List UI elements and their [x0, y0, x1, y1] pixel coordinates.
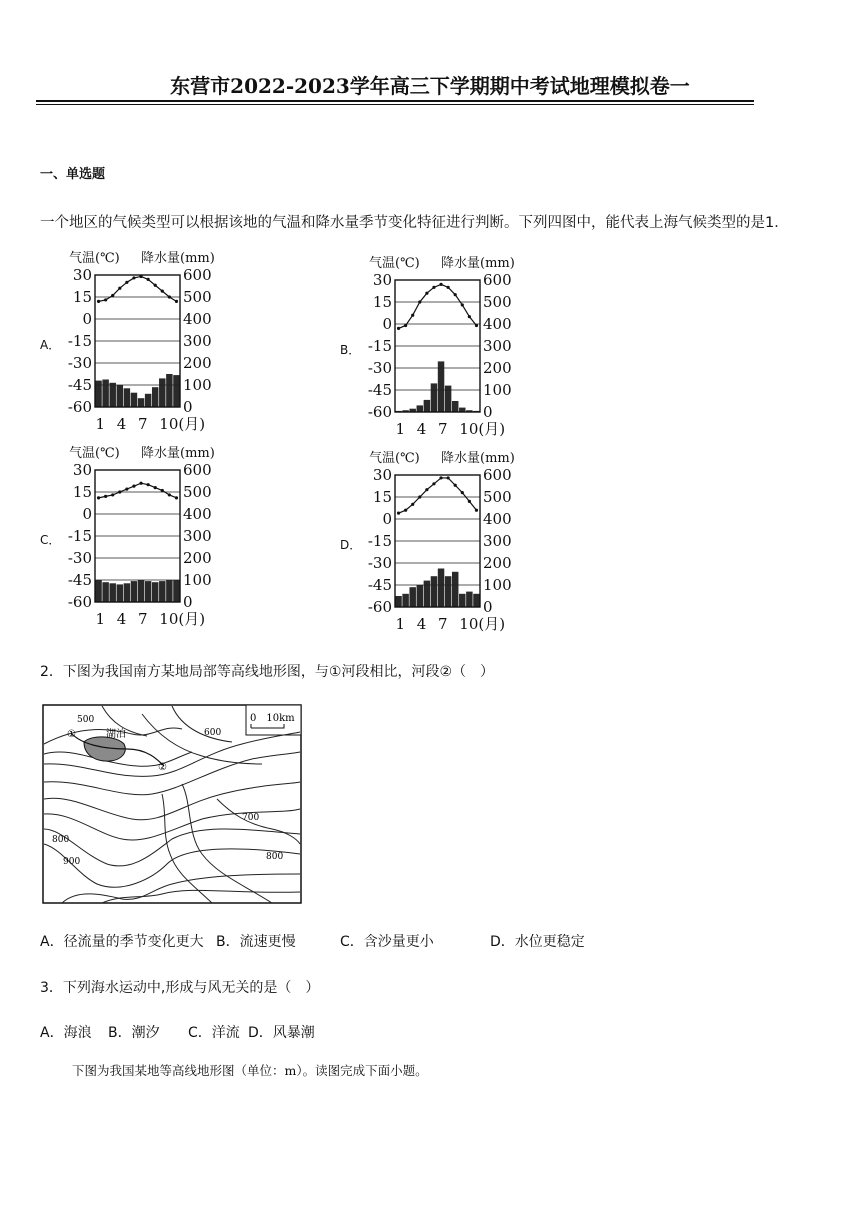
q2-option-a: A．径流量的季节变化更大: [40, 934, 204, 950]
temperature-point: [404, 324, 407, 327]
q3-stem: 3．下列海水运动中,形成与风无关的是（ ）: [40, 980, 320, 996]
temperature-point: [447, 286, 450, 289]
temperature-point: [418, 495, 421, 498]
month-tick-label: 1: [95, 415, 106, 433]
temperature-line: [99, 483, 177, 498]
precip-tick-label: 200: [483, 554, 512, 572]
temperature-point: [439, 476, 442, 479]
precip-bar: [424, 400, 430, 412]
temp-tick-label: 0: [82, 505, 92, 523]
climate-chart-a: [38, 245, 238, 440]
contour-label-900: 900: [63, 857, 81, 867]
precip-bar: [152, 387, 158, 407]
temp-tick-label: -15: [367, 532, 392, 550]
temperature-point: [468, 500, 471, 503]
temperature-point: [147, 483, 150, 486]
temp-axis-title: 气温(℃): [69, 446, 120, 461]
temperature-point: [425, 488, 428, 491]
precip-tick-label: 100: [483, 381, 512, 399]
temperature-point: [397, 512, 400, 515]
precip-bar: [138, 580, 144, 602]
chart-option-label: D．: [340, 538, 362, 552]
river-marker-1: ①: [67, 729, 76, 740]
river-marker-2: ②: [158, 762, 167, 773]
precip-tick-label: 200: [483, 359, 512, 377]
temp-tick-label: -15: [367, 337, 392, 355]
contour-label-800-right: 800: [266, 852, 284, 862]
precip-tick-label: 600: [483, 466, 512, 484]
temp-tick-label: -30: [67, 354, 92, 372]
temperature-point: [111, 493, 114, 496]
precip-tick-label: 300: [483, 337, 512, 355]
temp-tick-label: -60: [367, 598, 392, 616]
temp-tick-label: 30: [72, 266, 92, 284]
temperature-point: [97, 300, 100, 303]
q2-option-b: B．流速更慢: [216, 934, 296, 950]
precip-tick-label: 400: [483, 510, 512, 528]
temperature-point: [168, 493, 171, 496]
precip-bar: [95, 580, 101, 602]
precip-tick-label: 200: [183, 549, 212, 567]
temperature-point: [397, 327, 400, 330]
precip-tick-label: 600: [483, 271, 512, 289]
contour-label-800-left: 800: [52, 835, 70, 845]
chart-option-label: C．: [40, 533, 61, 547]
temperature-point: [97, 496, 100, 499]
precip-bar: [445, 576, 451, 607]
precip-bar: [417, 585, 423, 607]
precip-bar: [152, 582, 158, 602]
precip-tick-label: 100: [183, 376, 212, 394]
q4-intro: 下图为我国某地等高线地形图（单位：m）。读图完成下面小题。: [72, 1063, 428, 1078]
contour-label-600: 600: [204, 728, 222, 738]
precip-bar: [145, 394, 151, 407]
q3-option-a: A．海浪: [40, 1025, 92, 1041]
precip-bar: [173, 580, 179, 602]
precip-bar: [431, 576, 437, 607]
month-tick-label: 7: [138, 415, 148, 433]
precip-tick-label: 0: [183, 398, 193, 416]
page-title: 东营市2022-2023学年高三下学期期中考试地理模拟卷一: [170, 74, 690, 98]
precip-tick-label: 400: [183, 310, 212, 328]
precip-tick-label: 300: [183, 527, 212, 545]
temperature-point: [418, 300, 421, 303]
precip-bar: [452, 572, 458, 607]
precip-tick-label: 600: [183, 266, 212, 284]
temperature-point: [132, 276, 135, 279]
precip-tick-label: 300: [483, 532, 512, 550]
precip-bar: [473, 594, 479, 607]
temp-tick-label: 15: [372, 293, 392, 311]
contour-label-700: 700: [242, 813, 260, 823]
precip-bar: [452, 401, 458, 412]
temperature-point: [454, 293, 457, 296]
temperature-point: [468, 315, 471, 318]
precip-bar: [445, 386, 451, 412]
q2-option-c: C．含沙量更小: [340, 934, 434, 950]
precip-bar: [417, 405, 423, 412]
precip-axis-title: 降水量(mm): [141, 446, 215, 461]
precip-bar: [459, 594, 465, 607]
precip-axis-title: 降水量(mm): [141, 251, 215, 266]
precip-axis-title: 降水量(mm): [441, 256, 515, 271]
precip-tick-label: 100: [183, 571, 212, 589]
month-tick-label: 4: [416, 420, 427, 438]
precip-tick-label: 500: [483, 488, 512, 506]
chart-option-label: A．: [40, 338, 61, 352]
month-tick-label: 4: [116, 415, 127, 433]
title-rule-thin: [36, 104, 754, 105]
q2-stem: 2．下图为我国南方某地局部等高线地形图，与①河段相比，河段②（ ）: [40, 664, 495, 680]
temperature-point: [118, 287, 121, 290]
precip-bar: [138, 398, 144, 407]
temperature-point: [411, 314, 414, 317]
precip-bar: [438, 569, 444, 608]
precip-bar: [124, 583, 130, 602]
month-tick-label: 7: [438, 420, 448, 438]
precip-bar: [117, 584, 123, 602]
precip-bar: [173, 375, 179, 407]
precip-bar: [131, 581, 137, 602]
temperature-line: [399, 478, 477, 513]
precip-tick-label: 500: [183, 483, 212, 501]
precip-bar: [431, 383, 437, 412]
temp-tick-label: -30: [367, 554, 392, 572]
temp-axis-title: 气温(℃): [369, 256, 420, 271]
lake-label: 湖泊: [106, 729, 126, 740]
temperature-point: [132, 485, 135, 488]
precip-tick-label: 0: [483, 403, 493, 421]
precip-bar: [145, 581, 151, 602]
temp-tick-label: -45: [367, 576, 392, 594]
temp-tick-label: -30: [67, 549, 92, 567]
precip-bar: [95, 381, 101, 407]
month-tick-label: 10(月): [159, 610, 206, 628]
temperature-point: [475, 324, 478, 327]
q3-option-b: B．潮汐: [108, 1025, 160, 1041]
precip-bar: [159, 581, 165, 602]
scale-label: 0 10km: [250, 713, 295, 724]
temperature-point: [461, 303, 464, 306]
precip-tick-label: 400: [183, 505, 212, 523]
temperature-point: [411, 503, 414, 506]
temp-tick-label: -60: [67, 398, 92, 416]
temp-tick-label: 30: [372, 466, 392, 484]
temperature-point: [154, 486, 157, 489]
month-tick-label: 1: [95, 610, 106, 628]
precip-tick-label: 100: [483, 576, 512, 594]
climate-chart-c: [38, 440, 238, 635]
temp-tick-label: -60: [367, 403, 392, 421]
month-tick-label: 10(月): [459, 420, 506, 438]
temperature-point: [111, 294, 114, 297]
temperature-point: [139, 275, 142, 278]
month-tick-label: 4: [116, 610, 127, 628]
precip-bar: [402, 594, 408, 607]
temp-tick-label: 0: [82, 310, 92, 328]
precip-bar: [109, 583, 115, 602]
temperature-point: [161, 489, 164, 492]
temperature-point: [175, 300, 178, 303]
section-heading: 一、单选题: [40, 167, 106, 182]
month-tick-label: 10(月): [459, 615, 506, 633]
precip-tick-label: 300: [183, 332, 212, 350]
q1-stem: 一个地区的气候类型可以根据该地的气温和降水量季节变化特征进行判断。下列四图中，能代表上海气候类型的是1．: [40, 215, 789, 231]
temp-tick-label: 0: [382, 510, 392, 528]
temp-tick-label: 15: [72, 483, 92, 501]
precip-tick-label: 200: [183, 354, 212, 372]
month-tick-label: 7: [138, 610, 148, 628]
temperature-point: [139, 482, 142, 485]
month-tick-label: 7: [438, 615, 448, 633]
precip-tick-label: 0: [183, 593, 193, 611]
precip-bar: [166, 374, 172, 407]
temperature-point: [154, 284, 157, 287]
temp-tick-label: 30: [372, 271, 392, 289]
precip-tick-label: 500: [483, 293, 512, 311]
month-tick-label: 1: [395, 615, 406, 633]
temperature-line: [399, 284, 477, 328]
temperature-point: [404, 509, 407, 512]
climate-chart-d: [338, 445, 538, 640]
temp-tick-label: 0: [382, 315, 392, 333]
temperature-point: [125, 281, 128, 284]
temp-tick-label: 30: [72, 461, 92, 479]
temp-tick-label: -45: [67, 376, 92, 394]
temp-tick-label: -30: [367, 359, 392, 377]
temperature-point: [147, 278, 150, 281]
temperature-point: [168, 295, 171, 298]
precip-bar: [131, 393, 137, 407]
temperature-point: [425, 292, 428, 295]
precip-bar: [159, 378, 165, 407]
precip-bar: [409, 587, 415, 607]
temperature-point: [447, 476, 450, 479]
title-rule: [36, 100, 754, 102]
temperature-point: [118, 490, 121, 493]
temp-tick-label: -60: [67, 593, 92, 611]
precip-bar: [424, 581, 430, 607]
q3-option-c: C．洋流: [188, 1025, 240, 1041]
precip-bar: [102, 582, 108, 602]
temperature-point: [161, 290, 164, 293]
temp-tick-label: -15: [67, 527, 92, 545]
temperature-point: [439, 283, 442, 286]
temperature-point: [125, 487, 128, 490]
temp-tick-label: -15: [67, 332, 92, 350]
contour-map: [42, 704, 302, 904]
temp-tick-label: -45: [67, 571, 92, 589]
month-tick-label: 4: [416, 615, 427, 633]
temperature-point: [475, 509, 478, 512]
precip-bar: [124, 388, 130, 407]
month-tick-label: 10(月): [159, 415, 206, 433]
temperature-point: [175, 496, 178, 499]
temp-tick-label: -45: [367, 381, 392, 399]
temperature-point: [104, 495, 107, 498]
q3-option-d: D．风暴潮: [248, 1025, 315, 1041]
precip-bar: [438, 361, 444, 412]
chart-option-label: B．: [340, 343, 361, 357]
contour-label-500: 500: [77, 715, 95, 725]
precip-axis-title: 降水量(mm): [441, 451, 515, 466]
temperature-point: [104, 298, 107, 301]
precip-tick-label: 400: [483, 315, 512, 333]
precip-bar: [109, 383, 115, 407]
precip-tick-label: 600: [183, 461, 212, 479]
precip-bar: [466, 592, 472, 607]
q2-option-d: D．水位更稳定: [490, 934, 585, 950]
precip-tick-label: 500: [183, 288, 212, 306]
temp-axis-title: 气温(℃): [369, 451, 420, 466]
temp-tick-label: 15: [372, 488, 392, 506]
precip-tick-label: 0: [483, 598, 493, 616]
temperature-point: [432, 286, 435, 289]
temp-tick-label: 15: [72, 288, 92, 306]
temperature-point: [461, 491, 464, 494]
temp-axis-title: 气温(℃): [69, 251, 120, 266]
precip-bar: [102, 380, 108, 408]
month-tick-label: 1: [395, 420, 406, 438]
climate-chart-b: [338, 250, 538, 445]
precip-bar: [117, 385, 123, 407]
temperature-line: [99, 276, 177, 301]
temperature-point: [454, 484, 457, 487]
temperature-point: [432, 482, 435, 485]
precip-bar: [395, 596, 401, 607]
precip-bar: [166, 580, 172, 602]
